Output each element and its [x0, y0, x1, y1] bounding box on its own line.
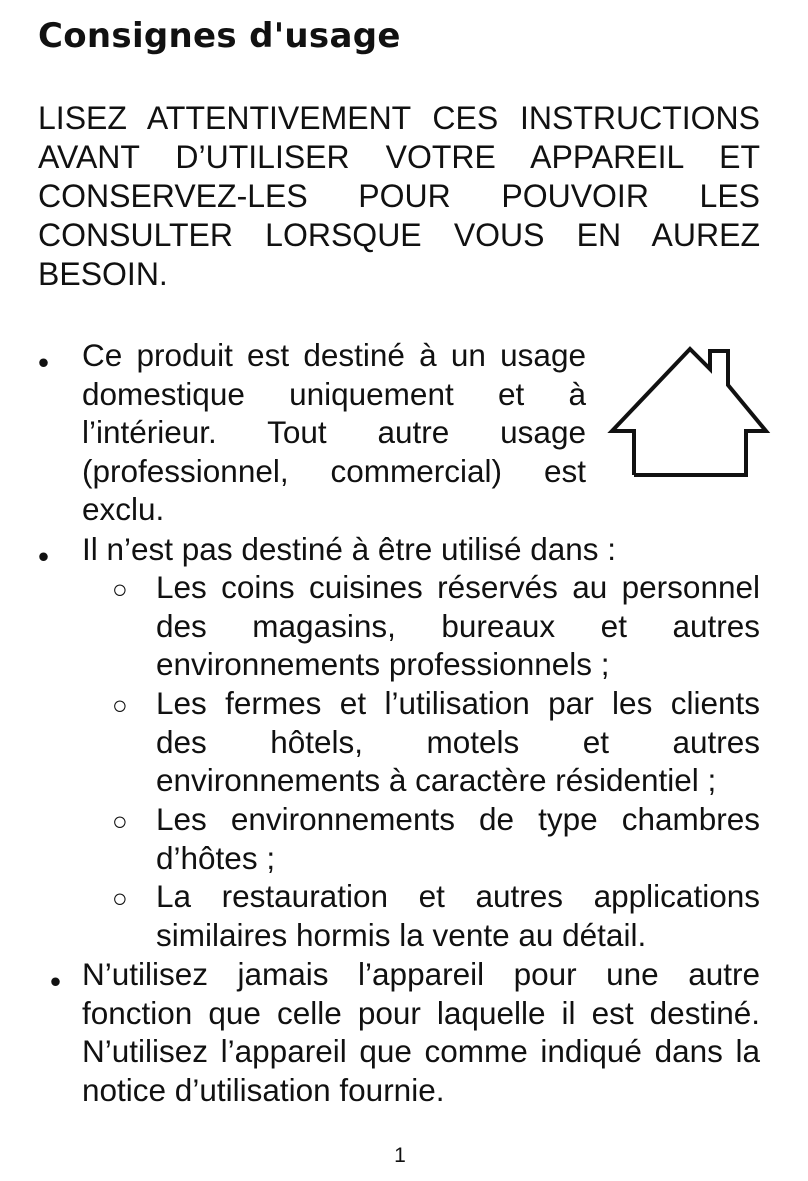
bullet-text: Ce produit est destiné à un usage domestique uniquement et à l’intérieur. Tout autre usage (professionnel, commercial) est exclu.	[82, 337, 586, 528]
sub-bullet-text: Les environnements de type chambres d’hôtes ;	[156, 801, 760, 876]
bullet-text: Il n’est pas destiné à être utilisé dans :	[82, 531, 617, 567]
sub-bullet-item	[112, 568, 760, 684]
sub-bullet-item	[112, 877, 760, 954]
house-icon	[606, 345, 772, 477]
bullet-marker: •	[38, 538, 50, 574]
sub-bullet-text: La restauration et autres applications similaires hormis la vente au détail.	[156, 878, 760, 953]
bullet-text: N’utilisez jamais l’appareil pour une autre fonction que celle pour laquelle il est destiné. N’utilisez l’appareil que comme indiqué dans la notice d’utilisation fournie.	[82, 956, 760, 1108]
sub-bullet-marker: ○	[112, 806, 128, 836]
sub-bullet-marker: ○	[112, 883, 128, 913]
page-number: 1	[394, 1144, 406, 1167]
sub-bullet-marker: ○	[112, 690, 128, 720]
sub-bullet-text: Les coins cuisines réservés au personnel des magasins, bureaux et autres environnements professionnels ;	[156, 569, 760, 683]
sub-bullet-item	[112, 800, 760, 877]
sub-bullet-text: Les fermes et l’utilisation par les clients des hôtels, motels et autres environnements à caractère résidentiel ;	[156, 685, 760, 799]
page-title: Consignes d'usage	[38, 16, 401, 56]
intro-warning: LISEZ ATTENTIVEMENT CES INSTRUCTIONS AVANT D’UTILISER VOTRE APPAREIL ET CONSERVEZ-LES POUR POUVOIR LES CONSULTER LORSQUE VOUS EN AUREZ BESOIN.	[38, 100, 760, 292]
sub-bullet-marker: ○	[112, 574, 128, 604]
bullet-marker: •	[38, 344, 50, 380]
sub-bullet-item	[112, 684, 760, 800]
bullet-marker: •	[50, 963, 62, 999]
